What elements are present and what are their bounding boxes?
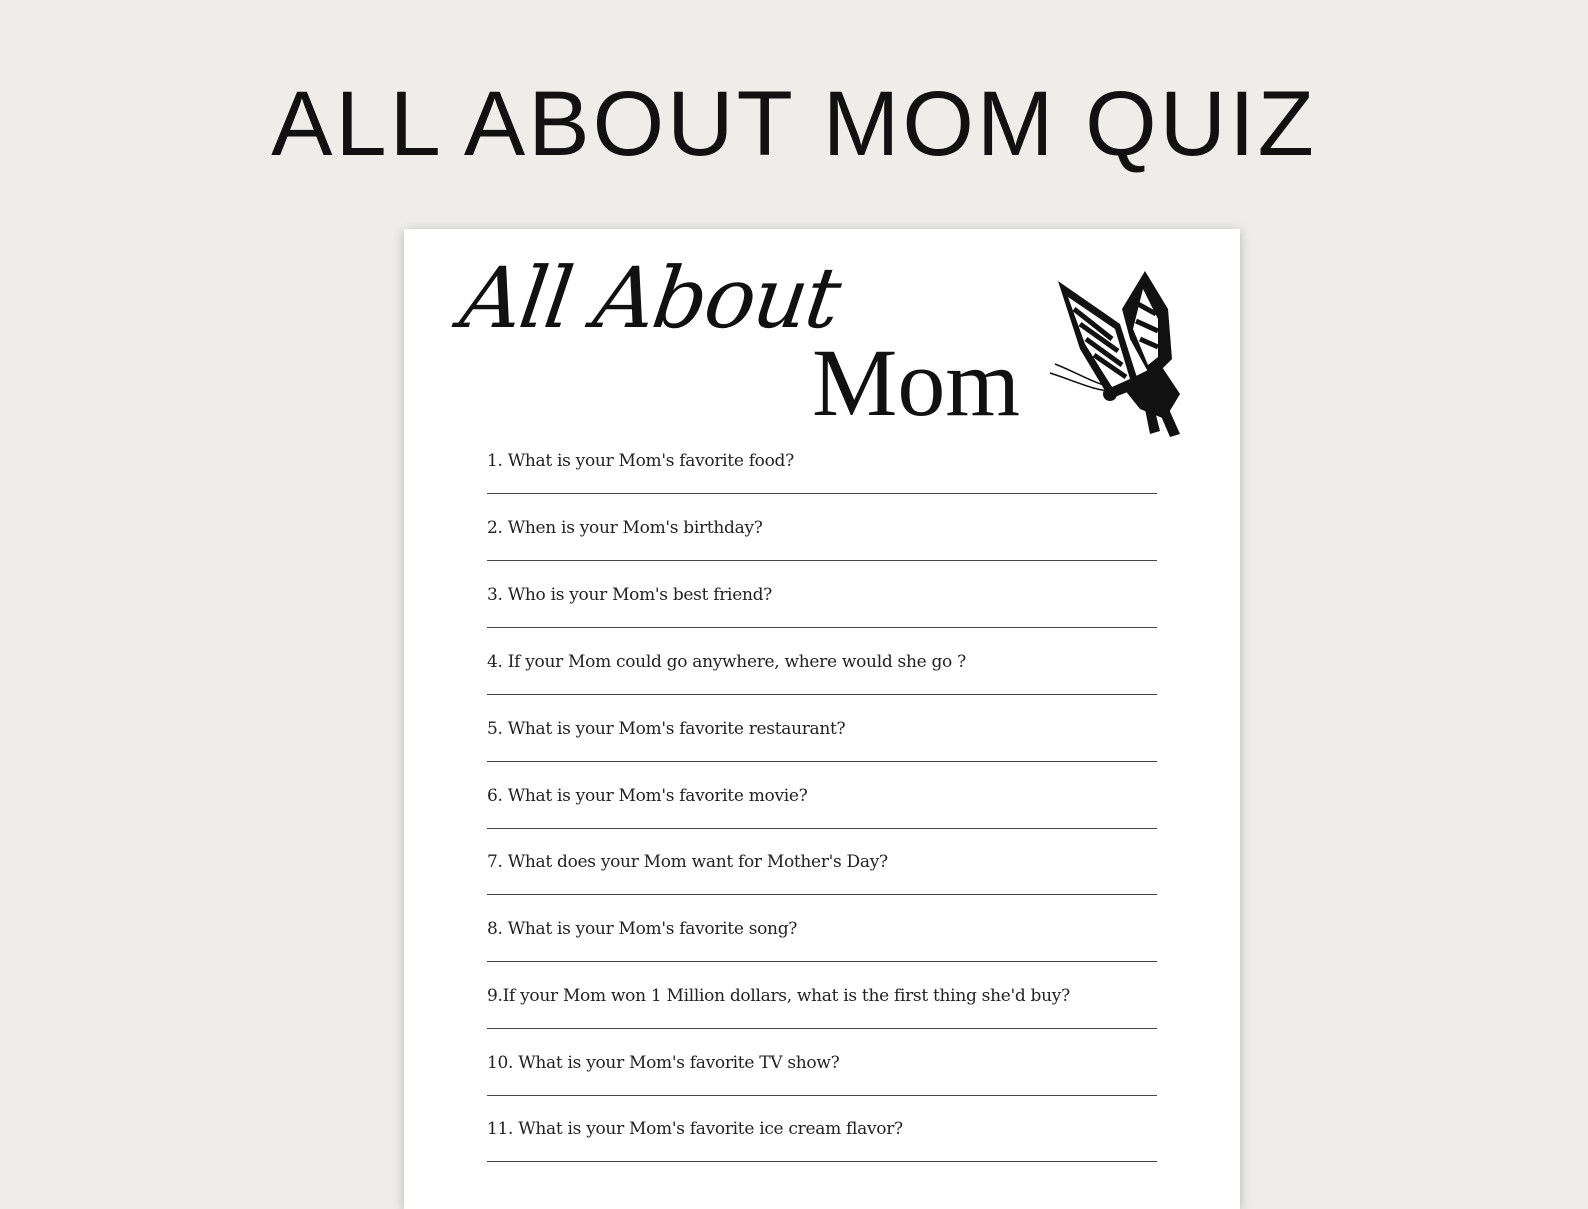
question-item: [487, 919, 1157, 986]
banner-title: ALL ABOUT MOM QUIZ: [271, 73, 1317, 175]
question-item: [487, 852, 1157, 919]
answer-line[interactable]: [487, 1095, 1157, 1096]
answer-line[interactable]: [487, 694, 1157, 695]
question-text: 11. What is your Mom's favorite ice cream flavor?: [487, 1119, 903, 1139]
question-text: 8. What is your Mom's favorite song?: [487, 919, 798, 939]
question-item: [487, 451, 1157, 518]
question-item: [487, 719, 1157, 786]
question-text: 2. When is your Mom's birthday?: [487, 518, 763, 538]
question-item: [487, 986, 1157, 1053]
question-text: 10. What is your Mom's favorite TV show?: [487, 1053, 840, 1073]
answer-line[interactable]: [487, 560, 1157, 561]
question-text: 7. What does your Mom want for Mother's Day?: [487, 852, 888, 872]
answer-line[interactable]: [487, 961, 1157, 962]
question-text: 4. If your Mom could go anywhere, where would she go ?: [487, 652, 966, 672]
answer-line[interactable]: [487, 761, 1157, 762]
answer-line[interactable]: [487, 1161, 1157, 1162]
answer-line[interactable]: [487, 493, 1157, 494]
question-item: [487, 1119, 1157, 1186]
answer-line[interactable]: [487, 1028, 1157, 1029]
question-item: [487, 585, 1157, 652]
question-item: [487, 518, 1157, 585]
butterfly-icon: [1040, 269, 1190, 439]
answer-line[interactable]: [487, 828, 1157, 829]
question-text: 3. Who is your Mom's best friend?: [487, 585, 772, 605]
question-text: 9.If your Mom won 1 Million dollars, what is the first thing she'd buy?: [487, 986, 1070, 1006]
question-item: [487, 786, 1157, 853]
question-text: 6. What is your Mom's favorite movie?: [487, 786, 808, 806]
answer-line[interactable]: [487, 894, 1157, 895]
sheet-title-script: All About: [455, 249, 845, 347]
question-item: [487, 652, 1157, 719]
sheet-title-mom: Mom: [812, 329, 1021, 436]
question-text: 1. What is your Mom's favorite food?: [487, 451, 794, 471]
question-text: 5. What is your Mom's favorite restaurant?: [487, 719, 846, 739]
question-item: [487, 1053, 1157, 1120]
quiz-sheet: [404, 229, 1240, 1209]
answer-line[interactable]: [487, 627, 1157, 628]
